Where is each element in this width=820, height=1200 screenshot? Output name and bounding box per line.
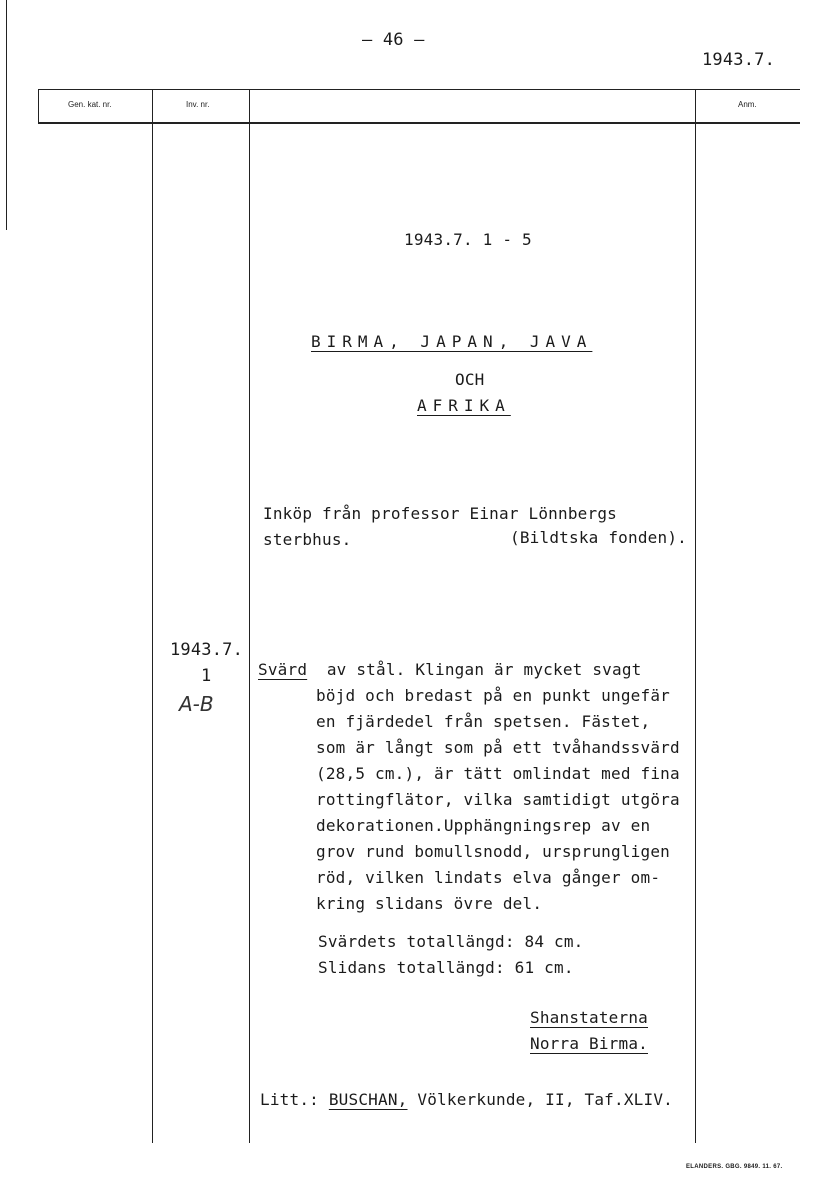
page-number: — 46 — <box>362 30 425 50</box>
entry-first-line-text: av stål. Klingan är mycket svagt <box>326 660 642 679</box>
purchase-fund: (Bildtska fonden). <box>510 528 687 547</box>
column-rule-left <box>38 89 39 123</box>
entry-line-8: röd, vilken lindats elva gånger om- <box>316 868 661 887</box>
inv-number-item: 1 <box>201 666 212 686</box>
literature-reference <box>260 1090 673 1109</box>
entry-line-2: en fjärdedel från spetsen. Fästet, <box>316 712 651 731</box>
title-och: OCH <box>455 370 485 389</box>
purchase-line-2: sterbhus. <box>263 530 352 549</box>
inv-number-year: 1943.7. <box>170 640 244 660</box>
column-rule-inv-text <box>249 89 250 1143</box>
literature-label: Litt.: <box>260 1090 319 1109</box>
literature-work: Völkerkunde, II, Taf.XLIV. <box>417 1090 674 1109</box>
margin-rule <box>6 0 7 230</box>
title-line-1: BIRMA, JAPAN, JAVA <box>311 332 593 351</box>
printer-imprint: ELANDERS. GBG. 9849. 11. 67. <box>686 1164 783 1170</box>
literature-author: BUSCHAN, <box>328 1090 408 1109</box>
year-reference: 1943.7. <box>702 50 776 70</box>
column-rule-text-anm <box>695 89 696 1143</box>
entry-line-4: (28,5 cm.), är tätt omlindat med fina <box>316 764 680 783</box>
entry-title-word: Svärd <box>258 660 308 679</box>
inv-handwritten-note: A-B <box>179 692 214 716</box>
measure-scabbard-length: Slidans totallängd: 61 cm. <box>318 958 574 977</box>
origin-country: Norra Birma. <box>530 1034 648 1053</box>
purchase-line-1: Inköp från professor Einar Lönnbergs <box>263 504 617 523</box>
header-anm: Anm. <box>738 100 757 109</box>
entry-line-5: rottingflätor, vilka samtidigt utgöra <box>316 790 680 809</box>
header-gen-kat-nr: Gen. kat. nr. <box>68 100 112 109</box>
origin-region: Shanstaterna <box>530 1008 648 1027</box>
entry-line-9: kring slidans övre del. <box>316 894 543 913</box>
entry-first-line <box>258 660 642 679</box>
entry-line-3: som är långt som på ett tvåhandssvärd <box>316 738 680 757</box>
entry-line-6: dekorationen.Upphängningsrep av en <box>316 816 651 835</box>
entry-line-7: grov rund bomullsnodd, ursprungligen <box>316 842 670 861</box>
title-line-2: AFRIKA <box>417 396 511 415</box>
column-rule-gen-inv <box>152 89 153 1143</box>
accession-range: 1943.7. 1 - 5 <box>404 230 532 249</box>
measure-sword-length: Svärdets totallängd: 84 cm. <box>318 932 584 951</box>
entry-line-1: böjd och bredast på en punkt ungefär <box>316 686 670 705</box>
header-inv-nr: Inv. nr. <box>186 100 210 109</box>
